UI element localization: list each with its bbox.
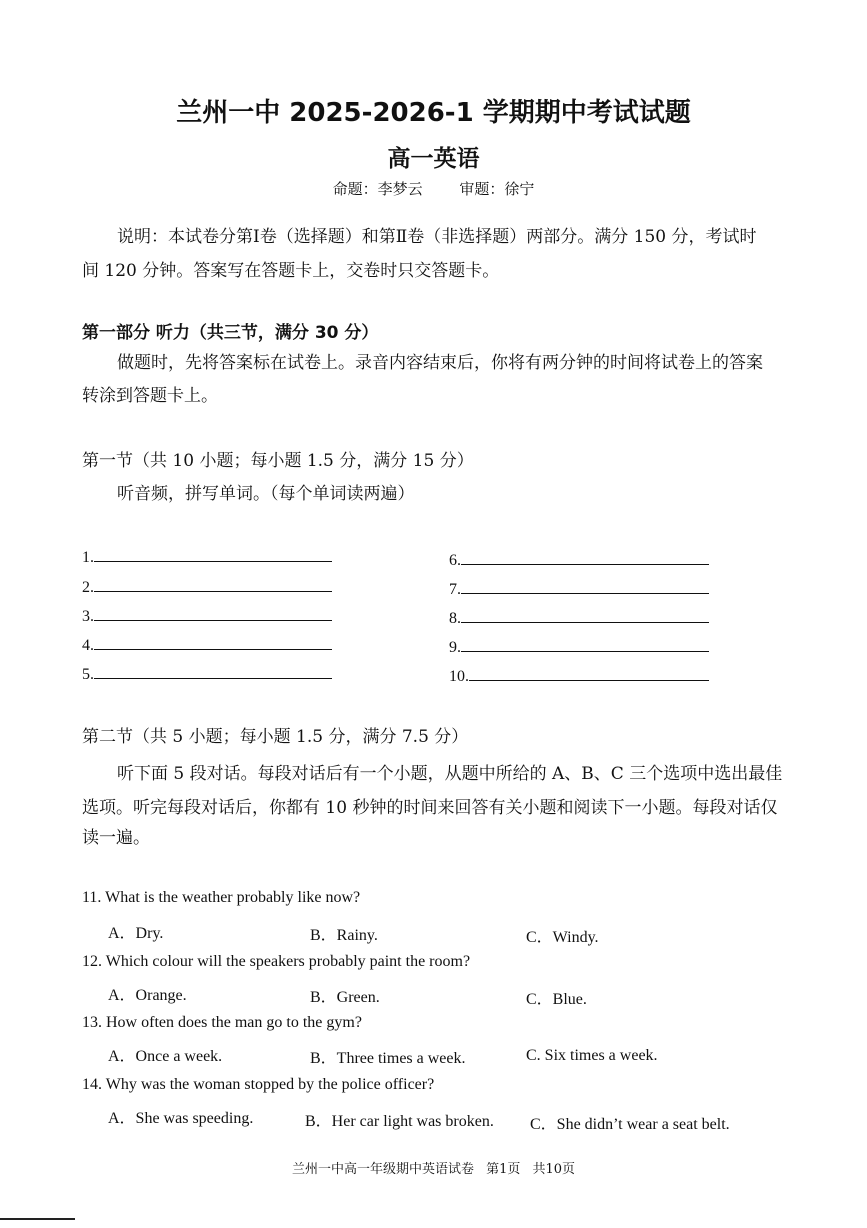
question-12-option-b[interactable]: B．Green. [310, 989, 380, 1006]
question-13-stem: 13. How often does the man go to the gym? [82, 1014, 362, 1031]
answer-blank-4[interactable]: 4. [82, 634, 332, 655]
footer-total: 共10页 [532, 1162, 576, 1177]
page-footer [0, 1158, 867, 1177]
answer-blank-9[interactable]: 9. [449, 636, 709, 657]
question-11-option-b[interactable]: B．Rainy. [310, 927, 378, 944]
answer-blank-10[interactable]: 10. [449, 665, 709, 686]
section2-desc-1: 听下面 5 段对话。每段对话后有一个小题，从题中所给的 A、B、C 三个选项中选出最佳 [117, 764, 783, 784]
question-11-stem: 11. What is the weather probably like now? [82, 889, 361, 906]
answer-blank-8[interactable]: 8. [449, 607, 709, 628]
authors-line [0, 178, 867, 199]
footer-page: 第1页 [486, 1162, 521, 1177]
section1-instruction: 听音频，拼写单词。（每个单词读两遍） [117, 484, 415, 504]
reviewer: 审题：徐宁 [459, 180, 535, 198]
instructions-line-1: 说明：本试卷分第Ⅰ卷（选择题）和第Ⅱ卷（非选择题）两部分。满分 150 分，考试时 [117, 227, 757, 247]
question-11-option-c[interactable]: C．Windy. [526, 929, 599, 946]
question-12-option-a[interactable]: A．Orange. [108, 987, 187, 1004]
answer-blank-6[interactable]: 6. [449, 549, 709, 570]
part1-heading: 第一部分 听力（共三节，满分 30 分） [82, 323, 379, 343]
question-14-stem: 14. Why was the woman stopped by the police officer? [82, 1076, 435, 1093]
answer-blank-1[interactable]: 1. [82, 546, 332, 567]
section2-heading: 第二节（共 5 小题；每小题 1.5 分，满分 7.5 分） [82, 727, 469, 747]
question-11-option-a[interactable]: A．Dry. [108, 925, 164, 942]
question-14-option-b[interactable]: B．Her car light was broken. [305, 1113, 494, 1130]
answer-blank-5[interactable]: 5. [82, 663, 332, 684]
answer-blank-7[interactable]: 7. [449, 578, 709, 599]
setter: 命题：李梦云 [332, 180, 423, 198]
footer-title: 兰州一中高一年级期中英语试卷 [291, 1162, 474, 1177]
page-title: 兰州一中 2025-2026-1 学期期中考试试题 [176, 98, 691, 128]
answer-blank-3[interactable]: 3. [82, 605, 332, 626]
question-12-stem: 12. Which colour will the speakers probably paint the room? [82, 953, 471, 970]
answer-blank-2[interactable]: 2. [82, 576, 332, 597]
instructions-line-2: 间 120 分钟。答案写在答题卡上，交卷时只交答题卡。 [82, 261, 500, 281]
section2-desc-3: 读一遍。 [82, 828, 150, 848]
question-13-option-c[interactable]: C. Six times a week. [526, 1047, 658, 1064]
question-14-option-c[interactable]: C．She didn’t wear a seat belt. [530, 1116, 730, 1133]
question-14-option-a[interactable]: A．She was speeding. [108, 1110, 254, 1127]
section2-desc-2: 选项。听完每段对话后，你都有 10 秒钟的时间来回答有关小题和阅读下一小题。每段对话仅 [82, 798, 778, 818]
subject-title: 高一英语 [387, 146, 480, 172]
section1-heading: 第一节（共 10 小题；每小题 1.5 分，满分 15 分） [82, 451, 474, 471]
part1-desc-1: 做题时，先将答案标在试卷上。录音内容结束后，你将有两分钟的时间将试卷上的答案 [117, 353, 763, 373]
question-12-option-c[interactable]: C．Blue. [526, 991, 587, 1008]
question-13-option-b[interactable]: B．Three times a week. [310, 1050, 466, 1067]
scan-edge-line [0, 1218, 75, 1220]
question-13-option-a[interactable]: A．Once a week. [108, 1048, 223, 1065]
part1-desc-2: 转涂到答题卡上。 [82, 386, 218, 406]
